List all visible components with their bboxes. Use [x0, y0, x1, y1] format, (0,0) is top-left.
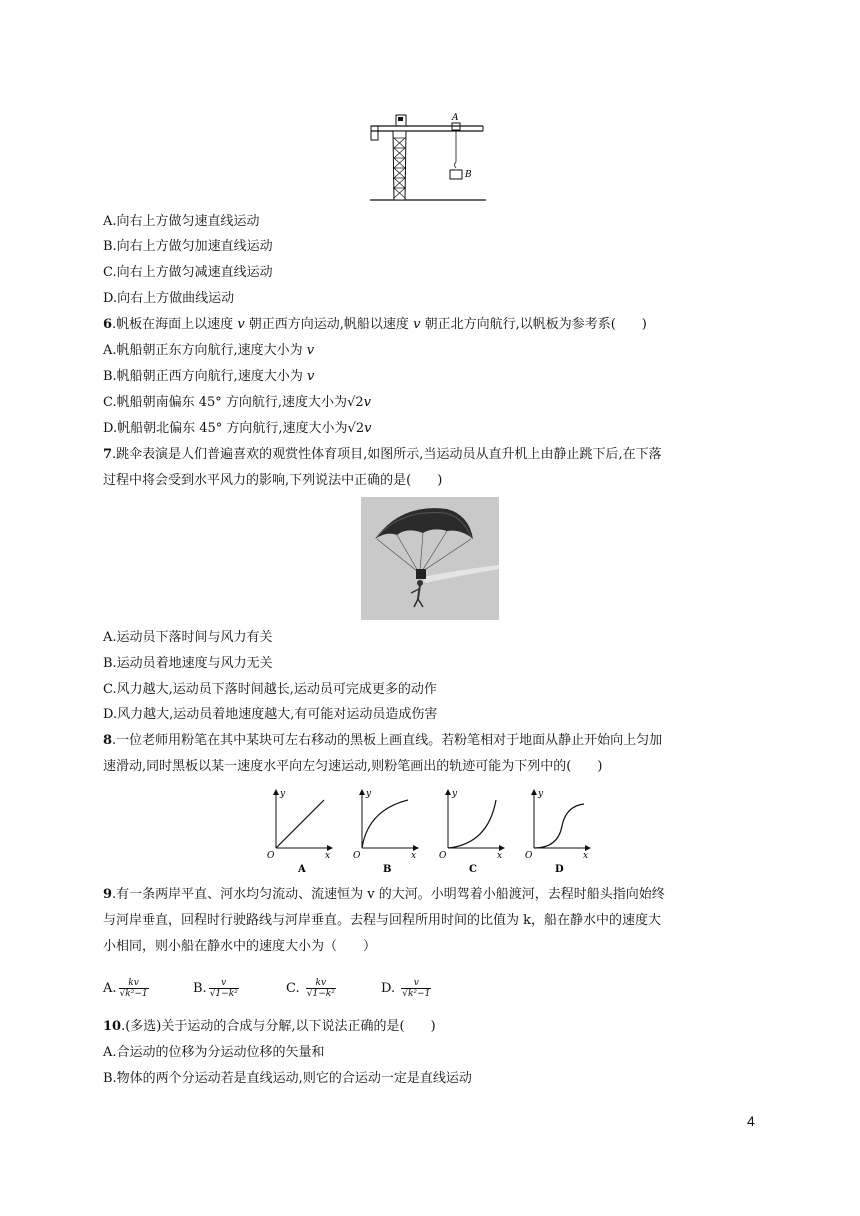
q9-option-a: A. $\frac{kv}{\text{√k²−1}}$	[103, 978, 148, 999]
graph-b	[353, 789, 418, 875]
q5-option-c: C.向右上方做匀减速直线运动	[103, 265, 273, 280]
q6-number: 6	[103, 317, 113, 332]
graph-c	[439, 789, 504, 875]
q7-option-b: B.运动员着地速度与风力无关	[103, 656, 273, 671]
q6-option-d: D.帆船朝北偏东 45° 方向航行,速度大小为√2v	[103, 421, 372, 436]
graph-label-a: A	[298, 864, 306, 875]
graph-a	[267, 789, 332, 875]
crane-figure	[368, 108, 488, 204]
q8-graphs	[262, 786, 602, 878]
q10-stem: 10.(多选)关于运动的合成与分解,以下说法正确的是( )	[103, 1019, 436, 1034]
q9-option-d: D. $\frac{v}{\text{√k²−1}}$	[381, 978, 431, 999]
q7-number: 7	[103, 447, 113, 462]
graph-d	[525, 789, 590, 875]
sqrt-two: √2	[347, 421, 365, 436]
q5-option-b: B.向右上方做匀加速直线运动	[103, 239, 273, 254]
q8-stem-line2: 速滑动,同时黑板以某一速度水平向左匀速运动,则粉笔画出的轨迹可能为下列中的( )	[103, 759, 603, 774]
q10-number: 10	[103, 1019, 122, 1034]
crane-label-b: B	[465, 170, 472, 180]
q7-option-c: C.风力越大,运动员下落时间越长,运动员可完成更多的动作	[103, 682, 437, 697]
q9-stem-line3: 小相同，则小船在静水中的速度大小为（ ）	[103, 939, 377, 954]
graph-label-d: D	[555, 864, 564, 875]
q9-option-c: C. $\frac{kv}{\text{√1−k²}}$	[286, 978, 335, 999]
q7-option-d: D.风力越大,运动员着地速度越大,有可能对运动员造成伤害	[103, 707, 438, 722]
axis-x-a: x	[325, 851, 331, 861]
q7-stem-line1: 7.跳伞表演是人们普遍喜欢的观赏性体育项目,如图所示,当运动员从直升机上由静止跳下后,在下落	[103, 447, 662, 462]
q9-number: 9	[103, 887, 113, 902]
sqrt-two: √2	[347, 395, 364, 410]
axis-o-a: O	[267, 851, 275, 861]
axis-o-d: O	[525, 851, 533, 861]
q9-option-b: B. $\frac{v}{\text{√1−k²}}$	[193, 978, 238, 999]
q5-option-a: A.向右上方做匀速直线运动	[103, 214, 260, 229]
q6-option-a: A.帆船朝正东方向航行,速度大小为 v	[103, 343, 315, 358]
axis-y-b: y	[366, 789, 372, 799]
axis-y-a: y	[280, 789, 286, 799]
graph-label-b: B	[383, 864, 392, 875]
q8-stem-line1: 8.一位老师用粉笔在其中某块可左右移动的黑板上画直线。若粉笔相对于地面从静止开始向上匀加	[103, 733, 663, 748]
q6-stem: 6.帆板在海面上以速度 v 朝正西方向运动,帆船以速度 v 朝正北方向航行,以帆板为参考系( )	[103, 317, 647, 332]
q8-number: 8	[103, 733, 113, 748]
axis-y-d: y	[538, 789, 544, 799]
graph-label-c: C	[469, 864, 477, 875]
axis-x-c: x	[497, 851, 503, 861]
axis-o-c: O	[439, 851, 447, 861]
q9-stem-line2: 与河岸垂直，回程时行驶路线与河岸垂直。去程与回程所用时间的比值为 k，船在静水中的速度大	[103, 913, 662, 928]
q7-option-a: A.运动员下落时间与风力有关	[103, 630, 273, 645]
axis-y-c: y	[452, 789, 458, 799]
page-number: 4	[747, 1113, 755, 1129]
q6-option-b: B.帆船朝正西方向航行,速度大小为 v	[103, 369, 315, 384]
q7-stem-line2: 过程中将会受到水平风力的影响,下列说法中正确的是( )	[103, 473, 443, 488]
q5-option-d: D.向右上方做曲线运动	[103, 291, 235, 306]
q6-option-c: C.帆船朝南偏东 45° 方向航行,速度大小为√2v	[103, 395, 371, 410]
axis-o-b: O	[353, 851, 361, 861]
axis-x-b: x	[411, 851, 417, 861]
parachute-photo	[361, 497, 499, 620]
q10-option-b: B.物体的两个分运动若是直线运动,则它的合运动一定是直线运动	[103, 1071, 472, 1086]
crane-label-a: A	[452, 113, 459, 123]
q10-option-a: A.合运动的位移为分运动位移的矢量和	[103, 1045, 325, 1060]
axis-x-d: x	[583, 851, 589, 861]
q9-stem-line1: 9.有一条两岸平直、河水均匀流动、流速恒为 v 的大河。小明驾着小船渡河，去程时船头指向始终	[103, 887, 665, 902]
